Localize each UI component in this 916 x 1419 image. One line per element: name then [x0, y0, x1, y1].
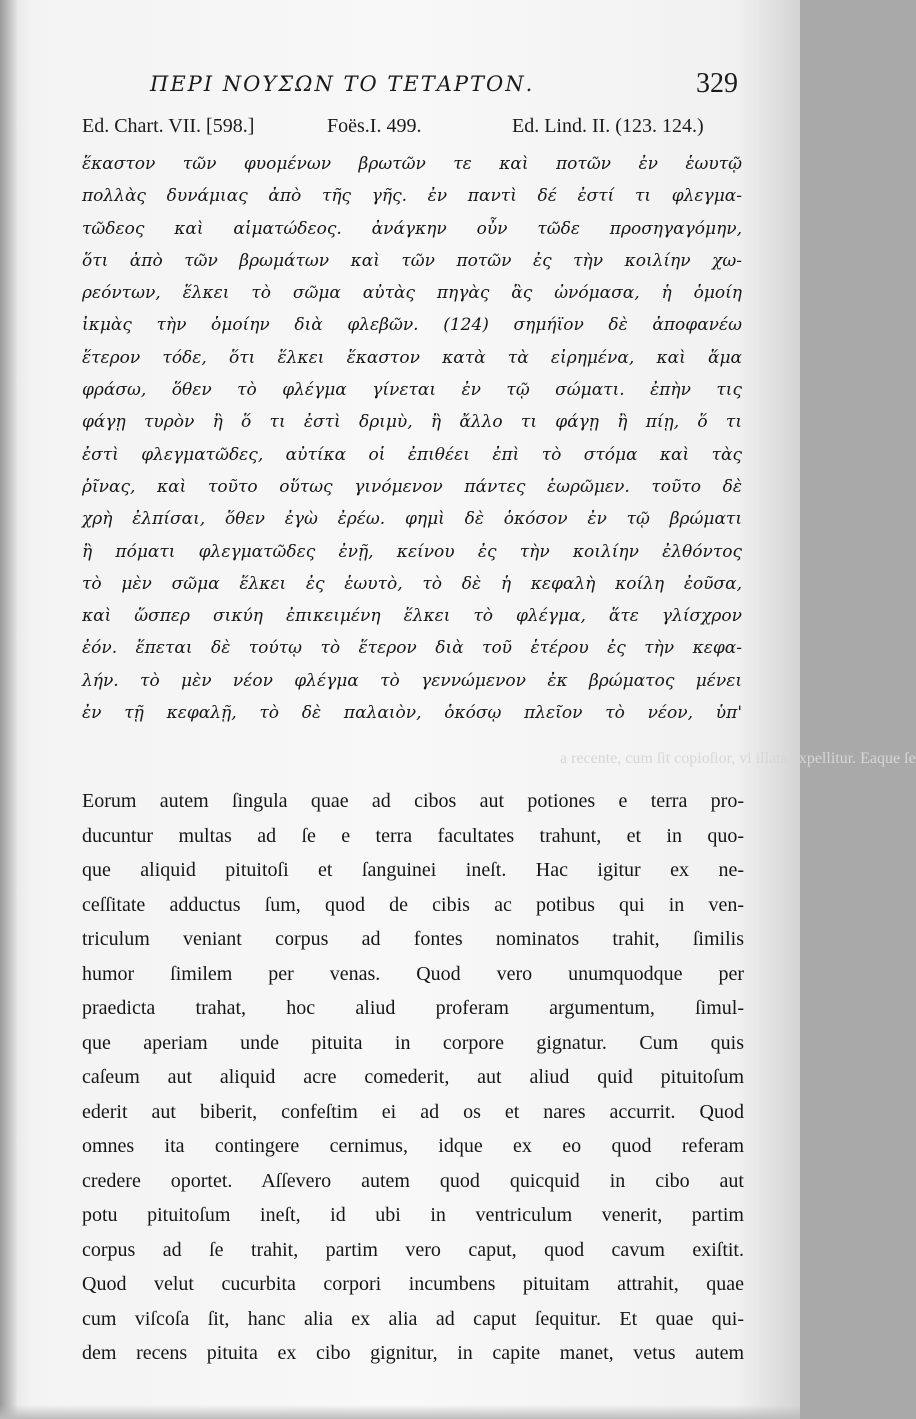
greek-line: πολλὰς δυνάμιας ἀπὸ τῆς γῆς. ἐν παντὶ δέ ἐστί τι φλεγμα- — [82, 186, 742, 207]
latin-line: ederit aut biberit, confeſtim ei ad os et nares accurrit. Quod — [82, 1100, 744, 1123]
greek-line: τὸ μὲν σῶμα ἕλκει ἐς ἑωυτὸ, τὸ δὲ ἡ κεφαλὴ κοίλη ἐοῦσα, — [82, 573, 742, 594]
edition-references — [82, 115, 742, 147]
latin-text-block — [82, 784, 744, 1371]
latin-line: Quod velut cucurbita corpori incumbens pituitam attrahit, quae — [82, 1273, 744, 1295]
greek-line: ἢ πόματι φλεγματῶδες ἐνῇ, κείνου ἐς τὴν κοιλίην ἐλθόντος — [82, 541, 742, 562]
greek-line: ῥῖνας, καὶ τοῦτο οὕτως γινόμενον πάντες ἑωρῶμεν. τοῦτο δὲ — [82, 476, 742, 497]
greek-line: ἕκαστον τῶν φυομένων βρωτῶν τε καὶ ποτῶν ἐν ἑωυτῷ — [82, 154, 742, 174]
reference-foes: Foës.I. 499. — [327, 115, 422, 137]
greek-line: χρὴ ἐλπίσαι, ὅθεν ἐγὼ ἐρέω. φημὶ δὲ ὁκόσον ἐν τῷ βρώματι — [82, 509, 742, 530]
greek-line: ἕτερον τόδε, ὅτι ἕλκει ἕκαστον κατὰ τὰ εἰρημένα, καὶ ἅμα — [82, 347, 742, 368]
greek-line: ὅτι ἀπὸ τῶν βρωμάτων καὶ τῶν ποτῶν ἐς τὴν κοιλίην χω- — [82, 250, 742, 271]
latin-line: caſeum aut aliquid acre comederit, aut aliud quid pituitoſum — [82, 1066, 744, 1088]
page-header — [150, 68, 750, 108]
greek-line: τῶδεος καὶ αἱματώδεος. ἀνάγκην οὖν τῶδε προσηγαγόμην, — [82, 218, 742, 239]
greek-line: ἐστὶ φλεγματῶδες, αὐτίκα οἱ ἐπιθέει ἐπὶ τὸ στόμα καὶ τὰς — [82, 444, 742, 465]
greek-line: καὶ ὥσπερ σικύη ἐπικειμένη ἕλκει τὸ φλέγμα, ἅτε γλίσχρον — [82, 606, 742, 627]
latin-line: credere oportet. Aſſevero autem quod quicquid in cibo aut — [82, 1169, 744, 1192]
latin-line: praedicta trahat, hoc aliud proferam argumentum, ſimul- — [82, 997, 744, 1019]
latin-line: que aliquid pituitoſi et ſanguinei ineſt. Hac igitur ex ne- — [82, 859, 744, 881]
greek-line: ἐόν. ἕπεται δὲ τούτῳ τὸ ἕτερον διὰ τοῦ ἑτέρου ἐς τὴν κεφα- — [82, 638, 742, 659]
latin-line: corpus ad ſe trahit, partim vero caput, quod cavum exiſtit. — [82, 1238, 744, 1261]
latin-line: omnes ita contingere cernimus, idque ex eo quod referam — [82, 1135, 744, 1157]
latin-line: cum viſcoſa ſit, hanc alia ex alia ad caput ſequitur. Et quae qui- — [82, 1307, 744, 1330]
greek-line: φράσω, ὅθεν τὸ φλέγμα γίνεται ἐν τῷ σώματι. ἐπὴν τις — [82, 380, 742, 401]
page-number: 329 — [696, 68, 738, 99]
latin-line: dem recens pituita ex cibo gignitur, in capite manet, vetus autem — [82, 1342, 744, 1364]
greek-line: λήν. τὸ μὲν νέον φλέγμα τὸ γεννώμενον ἐκ βρώματος μένει — [82, 670, 742, 691]
greek-line: ρεόντων, ἕλκει τὸ σῶμα αὐτὰς πηγὰς ἃς ὠνόμασα, ἡ ὁμοίη — [82, 283, 742, 304]
greek-text-block — [82, 148, 742, 729]
greek-line: ἐν τῇ κεφαλῇ, τὸ δὲ παλαιὸν, ὁκόσῳ πλεῖον τὸ νέον, ὑπ' — [82, 703, 742, 724]
latin-line: triculum veniant corpus ad fontes nominatos trahit, ſimilis — [82, 928, 744, 950]
latin-line: ceſſitate adductus ſum, quod de cibis ac potibus qui in ven- — [82, 893, 744, 916]
reference-linden: Ed. Lind. II. (123. 124.) — [512, 115, 704, 137]
latin-line: humor ſimilem per venas. Quod vero unumquodque per — [82, 962, 744, 985]
latin-line: ducuntur multas ad ſe e terra facultates trahunt, et in quo- — [82, 824, 744, 847]
show-through-text: a recente, cum ſit copioſior, vi illata expellitur. Eaque ſe — [560, 750, 916, 767]
greek-line: φάγῃ τυρὸν ἢ ὅ τι ἐστὶ δριμὺ, ἢ ἄλλο τι φάγῃ ἢ πίῃ, ὅ τι — [82, 412, 742, 433]
running-head: ΠΕΡΙ ΝΟΥΣΩΝ ΤΟ ΤΕΤΑΡΤΟΝ. — [150, 72, 535, 96]
latin-line: Eorum autem ſingula quae ad cibos aut potiones e terra pro- — [82, 790, 744, 812]
latin-line: potu pituitoſum ineſt, id ubi in ventriculum venerit, partim — [82, 1204, 744, 1226]
reference-chartier: Ed. Chart. VII. [598.] — [82, 115, 255, 137]
latin-line: que aperiam unde pituita in corpore gignatur. Cum quis — [82, 1031, 744, 1054]
greek-line: ἰκμὰς τὴν ὁμοίην διὰ φλεβῶν. (124) σημήϊον δὲ ἀποφανέω — [82, 315, 742, 336]
binding-gutter — [0, 0, 18, 1419]
page-bottom-edge — [0, 1405, 800, 1419]
